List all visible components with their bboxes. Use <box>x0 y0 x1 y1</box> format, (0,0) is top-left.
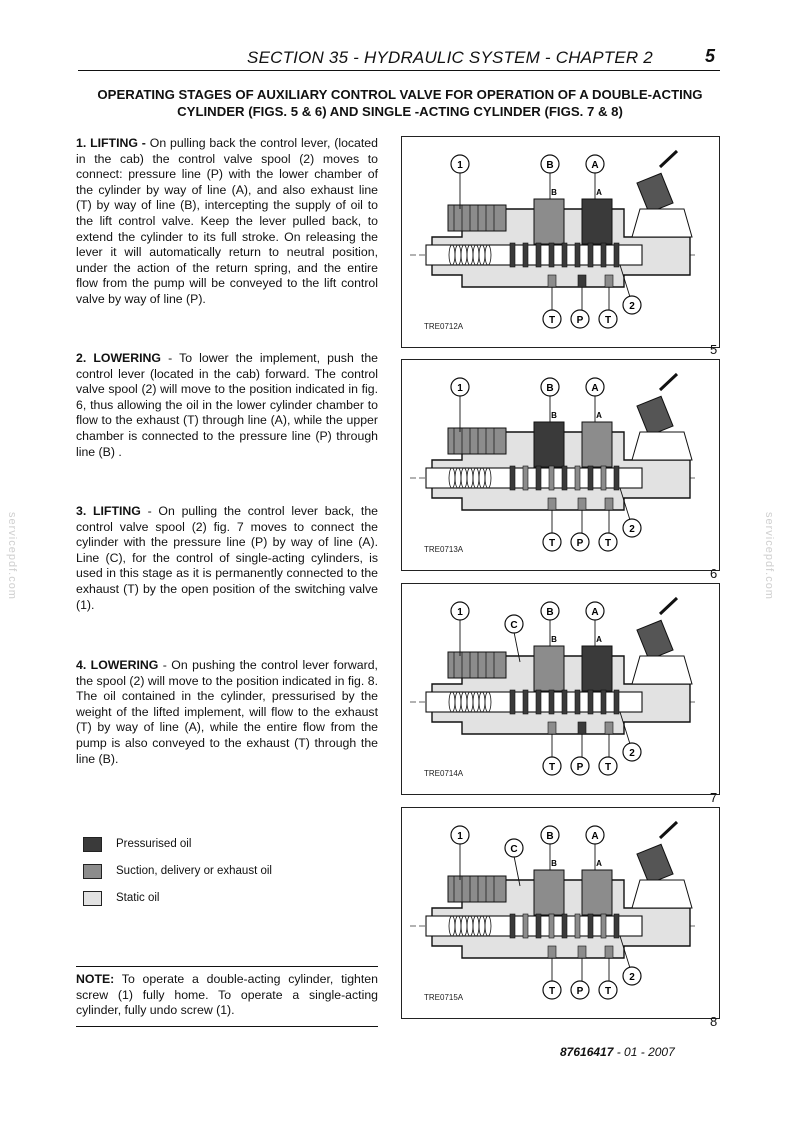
callout-label: C <box>510 620 518 631</box>
callout-a <box>586 155 604 173</box>
callout-label: T <box>604 538 612 549</box>
port-label-b: B <box>551 411 557 420</box>
control-lever-handle <box>660 151 677 167</box>
spool-land <box>601 466 606 490</box>
callout-label: 2 <box>629 972 635 983</box>
control-lever-grip <box>637 173 673 212</box>
callout-label: T <box>604 315 612 326</box>
lever-housing <box>632 432 692 460</box>
port-b-passage <box>534 199 564 244</box>
footer <box>560 1045 675 1059</box>
outlet-passage <box>605 946 613 958</box>
outlet-passage <box>548 498 556 510</box>
callout-b <box>541 378 559 396</box>
callout-t <box>599 533 617 551</box>
spool <box>426 468 642 488</box>
spool-land <box>601 690 606 714</box>
callout-t <box>599 757 617 775</box>
spool-land <box>510 243 515 267</box>
control-lever-handle <box>660 374 677 390</box>
callout-label: A <box>591 383 599 394</box>
outlet-passage <box>578 275 586 287</box>
outlet-passage <box>578 946 586 958</box>
callout-label: C <box>510 844 518 855</box>
callout-t <box>543 757 561 775</box>
spool-land <box>575 466 580 490</box>
figure-number: 8 <box>710 1014 718 1029</box>
spool-land <box>588 690 593 714</box>
callout-2 <box>623 296 641 314</box>
paragraph-text: - On pushing the control lever forward, the spool (2) will move to the position indicated in fig. 8. The oil contained in the cylinder, pressurised by the weight of the lifted implement, will flow to the exhaust (T) by way of line (A), while the entire flow from the pump is also conveyed to the exhaust (T) through the line (B). <box>76 658 378 766</box>
callout-label: P <box>576 986 584 997</box>
spool-land <box>549 690 554 714</box>
lever-housing <box>632 880 692 908</box>
port-a-passage <box>582 422 612 467</box>
outlet-passage <box>578 722 586 734</box>
switching-valve <box>448 876 506 902</box>
callout-label: B <box>546 160 554 171</box>
header-divider <box>78 70 720 71</box>
spool-land <box>614 914 619 938</box>
spool-land <box>510 690 515 714</box>
valve-diagram <box>402 808 719 1018</box>
legend-swatch <box>83 837 102 852</box>
spool-land <box>575 914 580 938</box>
callout-b <box>541 602 559 620</box>
callout-label: 1 <box>457 160 463 171</box>
callout-label: 1 <box>457 607 463 618</box>
port-a-passage <box>582 199 612 244</box>
outlet-passage <box>605 275 613 287</box>
doc-number: 87616417 <box>560 1045 614 1059</box>
callout-label: P <box>576 315 584 326</box>
callout-t <box>543 981 561 999</box>
legend-swatch <box>83 891 102 906</box>
callout-a <box>586 602 604 620</box>
callout-label: T <box>604 986 612 997</box>
callout-label: 2 <box>629 301 635 312</box>
callout-label: A <box>591 831 599 842</box>
figure-code: TRE0715A <box>424 993 464 1002</box>
figure-code: TRE0714A <box>424 769 464 778</box>
callout-1 <box>451 826 469 844</box>
legend-label: Static oil <box>116 892 160 904</box>
spool <box>426 692 642 712</box>
callout-2 <box>623 967 641 985</box>
spool-land <box>562 914 567 938</box>
watermark-left: servicepdf.com <box>6 512 18 600</box>
callout-a <box>586 826 604 844</box>
outlet-passage <box>548 946 556 958</box>
control-lever-grip <box>637 396 673 435</box>
callout-p <box>571 757 589 775</box>
page-heading: OPERATING STAGES OF AUXILIARY CONTROL VALVE FOR OPERATION OF A DOUBLE-ACTING CYLINDER (FIGS. 5 & 6) AND SINGLE -ACTING CYLINDER (FIGS. 7 & 8) <box>97 87 703 119</box>
control-lever-handle <box>660 822 677 838</box>
spool-land <box>549 243 554 267</box>
spool-land <box>536 914 541 938</box>
control-lever-handle <box>660 598 677 614</box>
callout-label: P <box>576 762 584 773</box>
callout-label: T <box>604 762 612 773</box>
callout-label: T <box>548 762 556 773</box>
callout-1 <box>451 378 469 396</box>
paragraph-lifting-3 <box>76 504 378 613</box>
figure-8 <box>401 807 720 1019</box>
spool-land <box>510 466 515 490</box>
paragraph-text: - On pulling the control lever back, the control valve spool (2) fig. 7 moves to connect the cylinder with the pressure line (P) by way of line (A). Line (C), for the control of single-acting cylinders, is used in this stage as it is permanently connected to the exhaust (T) by the open position of the switching valve (1). <box>76 504 378 612</box>
spool-land <box>549 466 554 490</box>
callout-p <box>571 981 589 999</box>
callout-2 <box>623 519 641 537</box>
spool-land <box>588 243 593 267</box>
spool-land <box>575 243 580 267</box>
spool <box>426 916 642 936</box>
callout-t <box>543 310 561 328</box>
valve-diagram <box>402 584 719 794</box>
callout-label: P <box>576 538 584 549</box>
figure-7 <box>401 583 720 795</box>
callout-label: T <box>548 538 556 549</box>
callout-t <box>599 981 617 999</box>
control-lever-grip <box>637 844 673 883</box>
port-a-passage <box>582 870 612 915</box>
port-label-b: B <box>551 859 557 868</box>
section-header-title: SECTION 35 - HYDRAULIC SYSTEM - CHAPTER 2 <box>247 48 653 67</box>
paragraph-lowering-2 <box>76 351 378 460</box>
watermark-right: servicepdf.com <box>763 512 775 600</box>
outlet-passage <box>548 722 556 734</box>
valve-diagram <box>402 360 719 570</box>
callout-b <box>541 155 559 173</box>
valve-diagram <box>402 137 719 347</box>
switching-valve <box>448 205 506 231</box>
callout-label: T <box>548 986 556 997</box>
callout-t <box>599 310 617 328</box>
callout-c <box>505 615 523 633</box>
control-lever-grip <box>637 620 673 659</box>
spool-land <box>562 690 567 714</box>
port-b-passage <box>534 870 564 915</box>
note <box>76 972 378 1019</box>
note-text: To operate a double-acting cylinder, tighten screw (1) fully home. To operate a single-acting cylinder, fully undo screw (1). <box>76 972 378 1018</box>
paragraph-title: 2. LOWERING <box>76 351 161 365</box>
figure-number: 6 <box>710 566 718 581</box>
callout-label: B <box>546 383 554 394</box>
outlet-passage <box>605 498 613 510</box>
callout-label: B <box>546 607 554 618</box>
spool-land <box>601 243 606 267</box>
spool-land <box>562 466 567 490</box>
switching-valve <box>448 428 506 454</box>
paragraph-lifting-1 <box>76 136 378 308</box>
spool-land <box>588 914 593 938</box>
note-title: NOTE: <box>76 972 115 986</box>
callout-1 <box>451 155 469 173</box>
port-label-a: A <box>596 411 602 420</box>
figure-number: 7 <box>710 790 718 805</box>
callout-c <box>505 839 523 857</box>
spool-land <box>614 466 619 490</box>
page-number: 5 <box>705 46 716 66</box>
paragraph-text: On pulling back the control lever, (located in the cab) the control valve spool (2) moves to connect: pressure line (P) with the lower chamber of the cylinder by way of line (A), and also exhaust line (T) by way of line (B), intercepting the supply of oil to the lift control valve. Keep the lever pulled back, to extend the cylinder to its full stroke. On releasing the lever it will automatically return to neutral position, under the action of the return spring, and the entire flow from the pump will be conveyed to the lift control valve by way of line (P). <box>76 136 378 306</box>
figure-6 <box>401 359 720 571</box>
spool-land <box>536 243 541 267</box>
figure-code: TRE0712A <box>424 322 464 331</box>
note-top-divider <box>76 966 378 967</box>
callout-b <box>541 826 559 844</box>
lever-housing <box>632 656 692 684</box>
outlet-passage <box>548 275 556 287</box>
paragraph-text: - To lower the implement, push the control lever (located in the cab) forward. The control valve spool (2) will move to the position indicated in fig. 6, thus allowing the oil in the lower cylinder chamber to flow to the exhaust (T) through line (A), while the upper chamber is connected to the pressure line (P) through line (B) . <box>76 351 378 459</box>
spool-land <box>588 466 593 490</box>
spool-land <box>549 914 554 938</box>
callout-label: A <box>591 607 599 618</box>
spool-land <box>523 690 528 714</box>
spool-land <box>562 243 567 267</box>
spool-land <box>523 243 528 267</box>
doc-date: - 01 - 2007 <box>613 1045 675 1059</box>
callout-1 <box>451 602 469 620</box>
spool-land <box>510 914 515 938</box>
paragraph-title: 1. LIFTING - <box>76 136 146 150</box>
paragraph-title: 4. LOWERING <box>76 658 159 672</box>
spool-land <box>536 690 541 714</box>
port-label-b: B <box>551 635 557 644</box>
spool-land <box>601 914 606 938</box>
outlet-passage <box>578 498 586 510</box>
port-label-b: B <box>551 188 557 197</box>
paragraph-title: 3. LIFTING <box>76 504 141 518</box>
paragraph-lowering-4 <box>76 658 378 767</box>
port-b-passage <box>534 646 564 691</box>
callout-label: 2 <box>629 748 635 759</box>
callout-label: T <box>548 315 556 326</box>
note-bottom-divider <box>76 1026 378 1027</box>
spool <box>426 245 642 265</box>
spool-land <box>523 466 528 490</box>
callout-p <box>571 533 589 551</box>
lever-housing <box>632 209 692 237</box>
legend-swatch <box>83 864 102 879</box>
legend-label: Suction, delivery or exhaust oil <box>116 865 272 877</box>
port-label-a: A <box>596 635 602 644</box>
spool-land <box>536 466 541 490</box>
port-a-passage <box>582 646 612 691</box>
port-label-a: A <box>596 188 602 197</box>
figure-number: 5 <box>710 342 718 357</box>
callout-label: A <box>591 160 599 171</box>
callout-a <box>586 378 604 396</box>
spool-land <box>614 243 619 267</box>
callout-label: 2 <box>629 524 635 535</box>
figure-5 <box>401 136 720 348</box>
legend-label: Pressurised oil <box>116 838 192 850</box>
spool-land <box>523 914 528 938</box>
port-b-passage <box>534 422 564 467</box>
callout-t <box>543 533 561 551</box>
switching-valve <box>448 652 506 678</box>
spool-land <box>614 690 619 714</box>
figure-code: TRE0713A <box>424 545 464 554</box>
outlet-passage <box>605 722 613 734</box>
callout-p <box>571 310 589 328</box>
callout-2 <box>623 743 641 761</box>
callout-label: 1 <box>457 383 463 394</box>
port-label-a: A <box>596 859 602 868</box>
spool-land <box>575 690 580 714</box>
callout-label: 1 <box>457 831 463 842</box>
callout-label: B <box>546 831 554 842</box>
